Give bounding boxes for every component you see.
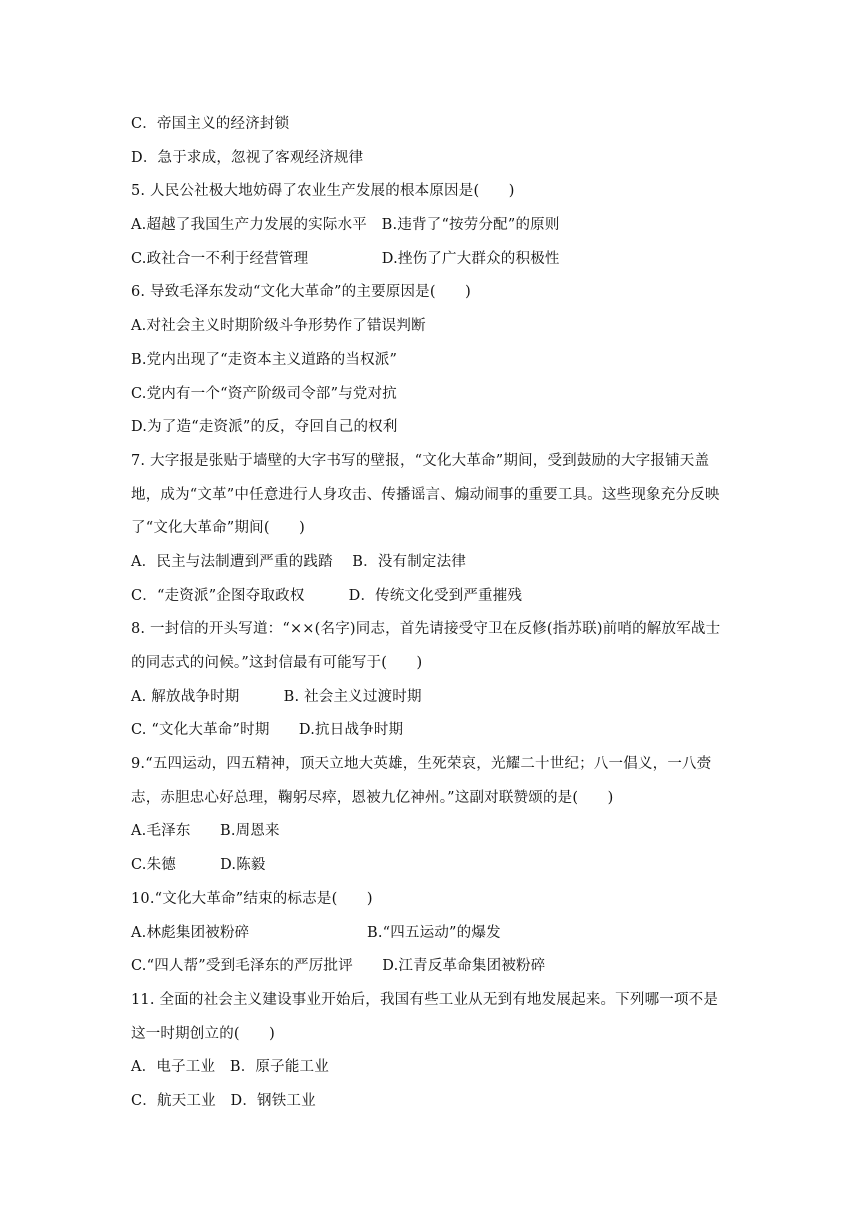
option-d-q4: D．急于求成，忽视了客观经济规律 — [131, 149, 364, 166]
options-ab-q5: A.超越了我国生产力发展的实际水平 B.违背了“按劳分配”的原则 — [131, 217, 560, 234]
question-8-line-1: 8. 一封信的开头写道：“××(名字)同志，首先请接受守卫在反修(指苏联)前哨的解放军战士 — [131, 621, 721, 638]
options-cd-q7: C．“走资派”企图夺取政权 D．传统文化受到严重摧残 — [131, 587, 523, 604]
question-11-line-2: 这一时期创立的( ) — [131, 1025, 276, 1042]
question-9-line-2: 志，赤胆忠心好总理，鞠躬尽瘁，恩被九亿神州。”这副对联赞颂的是( ) — [131, 789, 614, 806]
option-a-q6: A.对社会主义时期阶级斗争形势作了错误判断 — [131, 318, 426, 335]
options-ab-q11: A．电子工业 B．原子能工业 — [131, 1059, 329, 1076]
option-d-q6: D.为了造“走资派”的反，夺回自己的权利 — [131, 419, 398, 436]
question-7-line-1: 7. 大字报是张贴于墙壁的大字书写的壁报，“文化大革命”期间，受到鼓励的大字报铺天盖 — [131, 452, 710, 469]
options-cd-q10: C.“四人帮”受到毛泽东的严厉批评 D.江青反革命集团被粉碎 — [131, 958, 546, 975]
options-cd-q11: C．航天工业 D．钢铁工业 — [131, 1092, 316, 1109]
options-ab-q8: A. 解放战争时期 B. 社会主义过渡时期 — [131, 688, 422, 705]
options-ab-q9: A.毛泽东 B.周恩来 — [131, 823, 280, 840]
question-7-line-3: 了“文化大革命”期间( ) — [131, 520, 305, 537]
question-8-line-2: 的同志式的问候。”这封信最有可能写于( ) — [131, 655, 423, 671]
option-b-q6: B.党内出现了“走资本主义道路的当权派” — [131, 351, 398, 368]
question-6: 6. 导致毛泽东发动“文化大革命”的主要原因是( ) — [131, 284, 471, 301]
question-5: 5. 人民公社极大地妨碍了农业生产发展的根本原因是( ) — [131, 183, 515, 200]
question-9-line-1: 9.“五四运动，四五精神，顶天立地大英雄，生死荣哀，光耀二十世纪；八一倡义，一八赍 — [131, 756, 712, 773]
question-11-line-1: 11. 全面的社会主义建设事业开始后，我国有些工业从无到有地发展起来。下列哪一项不是 — [131, 991, 719, 1008]
question-10: 10.“文化大革命”结束的标志是( ) — [131, 890, 373, 907]
options-cd-q9: C.朱德 D.陈毅 — [131, 857, 266, 874]
option-c-q6: C.党内有一个“资产阶级司令部”与党对抗 — [131, 385, 398, 402]
options-cd-q8: C. “文化大革命”时期 D.抗日战争时期 — [131, 722, 404, 739]
question-text-block — [131, 108, 731, 1119]
option-c-q4: C．帝国主义的经济封锁 — [131, 116, 290, 132]
options-cd-q5: C.政社合一不利于经营管理 D.挫伤了广大群众的积极性 — [131, 250, 560, 267]
options-ab-q10: A.林彪集团被粉碎 B.“四五运动”的爆发 — [131, 924, 501, 941]
options-ab-q7: A．民主与法制遭到严重的践踏 B．没有制定法律 — [131, 553, 467, 570]
question-7-line-2: 地，成为“文革”中任意进行人身攻击、传播谣言、煽动闹事的重要工具。这些现象充分反映 — [131, 486, 720, 503]
